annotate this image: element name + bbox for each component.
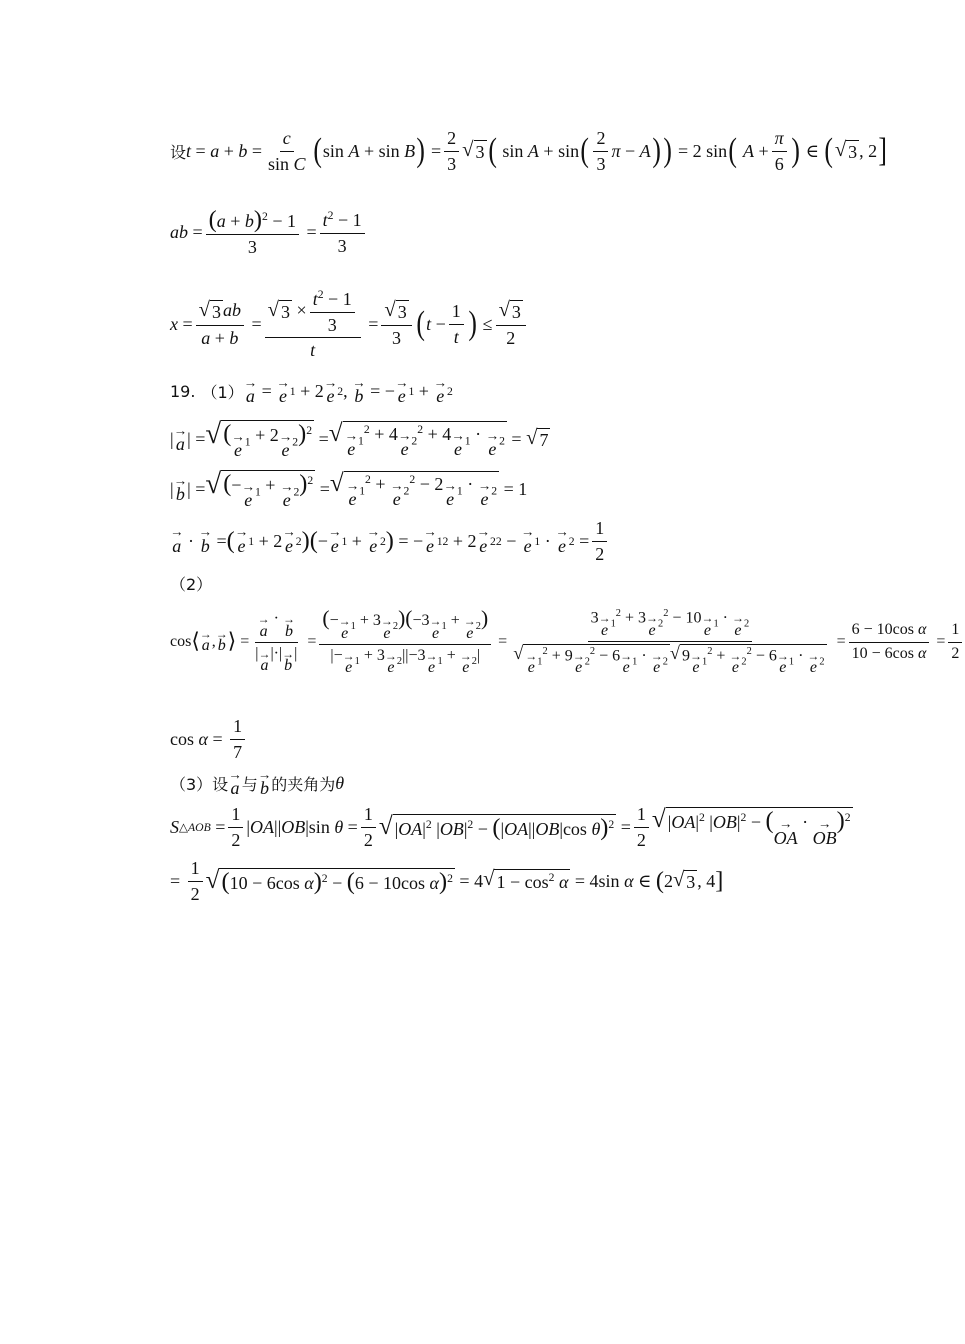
equation-norm-b: | → b | = √ (−→ e $_1$ + → e $_2$)$^2$ = √ → e $_1^2$ + → e $_2^2$ − 2→ e $_1$ · → e $_2$ = 1 (170, 470, 527, 509)
problem-19-part1: 19. （1） → a = → e 1 + 2 → e 2 , → b = − → e 1 + → e 2 (170, 378, 453, 405)
part-2-label-row (170, 572, 212, 595)
problem-number: 19. (170, 382, 196, 402)
equation-cos-angle: cos ⟨ → a , → b ⟩ = → $\frac{a \cdot \to b}{|\to a|\cdot|\to b|}$ = $\frac{(-\to e _1 + 3\to e _2)(-3\to e _1 + \to e _2)}{|-\to e _1 + 3\to e _2||-3\to e _1 + \to e _2|}$ = 3→ e $_1^2$ + 3→ e $_2^2$ − 10→ e $_1$ · → e $_2$ √ → e $_1^2$ + 9→ e $_2^2$ − 6→ e $_1$ · → e $_2$ √ 9→ e $_1^2$ + → e $_2^2$ − 6→ e $_1$ · → e $_2$ = $\frac{\text{6 − 10cos α}}{\text{10 − 6cos α}}$ = $\frac{1}{2}$ (170, 608, 965, 676)
text-she: 设 (170, 142, 187, 162)
equation-x: x = √ 3 ab a + b = √ 3 × $\frac{t^2 - 1}{3}$ t = √ 3 3 ( t − $\frac{1}{t}$ ) ≤ √ 3 2 (170, 288, 529, 361)
equation-area: S △AOB = $\frac{1}{2}$ | OA || OB |sin θ = $\frac{1}{2}$ √ $|OA|^2$ $|OB|^2 - (|OA||OB|\cos$ θ)$^2$ = $\frac{1}{2}$ √ $|OA|^2$ $|OB|^2$ − (→ OA · → OB)$^2$ (170, 804, 853, 850)
equation-t-definition: 设 t = a + b = $\frac{c}{\text{sin C}}$ ( sin A + sin B ) = $\frac{2}{3}$ √ 3 ( sin A + sin ( $\frac{2}{3}$ π − A ) ) = 2 sin ( A + $\frac{\pi}{6}$ ) ∈ ( √ 3 , 2 ] (170, 128, 888, 174)
part-1-label: （1） (201, 383, 244, 403)
part-3-angle-text: 的夹角为 (271, 775, 336, 795)
part-3-label: （3）设 (170, 775, 229, 795)
equation-ab: ab = $\frac{(a + b)^2 - 1}{3}$ = $\frac{t^2 - 1}{3}$ (170, 208, 368, 258)
part-3-statement: （3）设 → a 与 → b 的夹角为 θ (170, 770, 344, 797)
equation-area-result: = $\frac{1}{2}$ √ (10 − 6cos α)$^2$ − (6 − 10cos α)$^2$ = 4 √ $1 - \cos^2 \alpha$ = 4sin α ∈ ( 2 √ 3 , 4 ] (170, 858, 724, 904)
part-2-label: （2） (170, 575, 213, 594)
equation-cos-alpha: cos α = $\frac{1}{7}$ (170, 716, 248, 762)
part-3-with: 与 (241, 775, 258, 795)
equation-dot-product: → a · → b = ( → e 1 + 2 → e 2 ) ( − → e 1 + → e 2 ) = − → e 1 2 + 2 → e 2 2 − → e 1 · → e 2 = $\frac{1}{2}$ (170, 518, 610, 564)
equation-norm-a: | → a | = √ (→ e $_1$ + 2→ e $_2$)$^2$ = √ → e $_1^2$ + 4→ e $_2^2$ + 4→ e $_1$ · → e $_2$ = √ 7 (170, 420, 550, 459)
